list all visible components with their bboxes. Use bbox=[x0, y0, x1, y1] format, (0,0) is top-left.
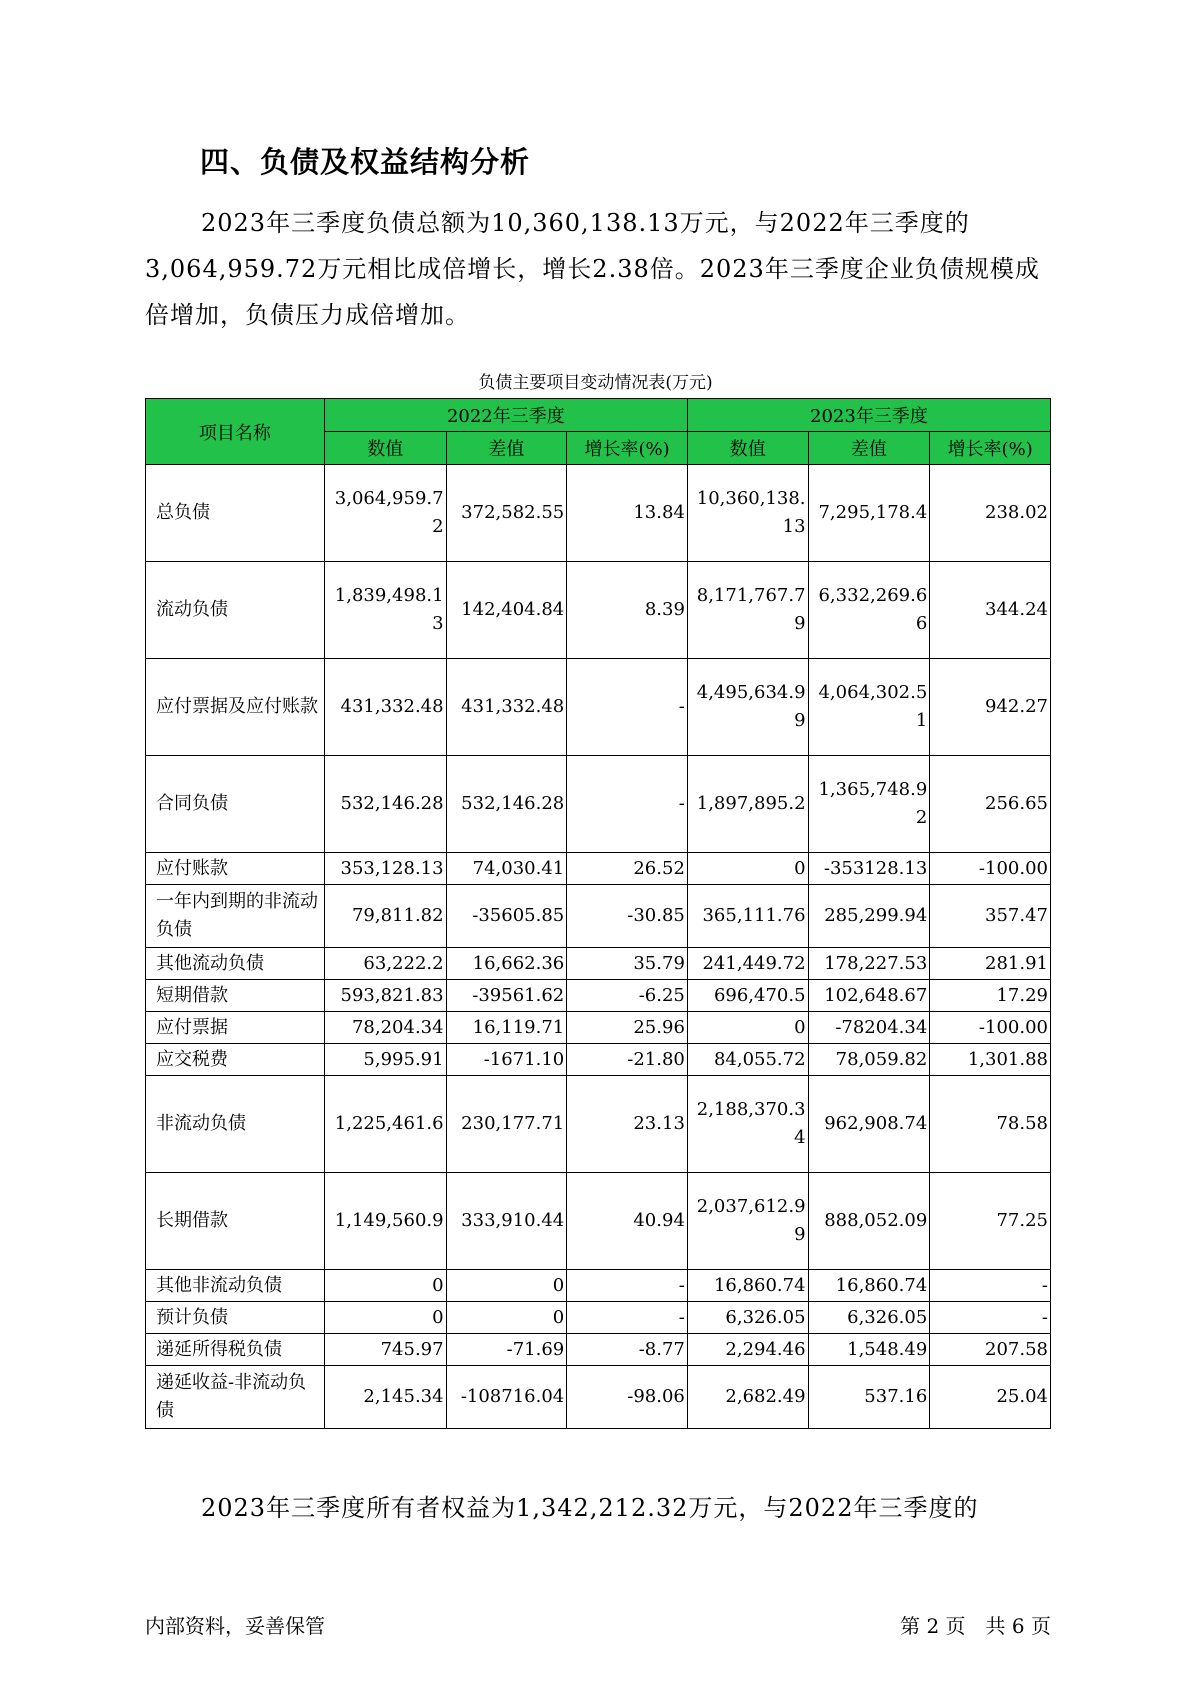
row-name-cell: 其他流动负债 bbox=[146, 948, 325, 980]
diff-2023-cell: 16,860.74 bbox=[808, 1270, 930, 1302]
header-value-2023: 数值 bbox=[687, 432, 808, 465]
diff-2022-cell: -71.69 bbox=[446, 1334, 567, 1366]
rate-2023-cell: - bbox=[930, 1302, 1051, 1334]
value-2022-cell: 353,128.13 bbox=[324, 853, 446, 885]
value-2022-cell: 593,821.83 bbox=[324, 980, 446, 1012]
value-2022-cell: 2,145.34 bbox=[324, 1366, 446, 1429]
row-name-cell: 总负债 bbox=[146, 465, 325, 562]
diff-2022-cell: 333,910.44 bbox=[446, 1173, 567, 1270]
value-2023-cell: 2,682.49 bbox=[687, 1366, 808, 1429]
table-row bbox=[146, 885, 1051, 948]
rate-2022-cell: - bbox=[567, 659, 688, 756]
rate-2023-cell: 942.27 bbox=[930, 659, 1051, 756]
diff-2022-cell: -39561.62 bbox=[446, 980, 567, 1012]
row-name-cell: 递延所得税负债 bbox=[146, 1334, 325, 1366]
rate-2023-cell: -100.00 bbox=[930, 1012, 1051, 1044]
table-row bbox=[146, 1012, 1051, 1044]
rate-2022-cell: -8.77 bbox=[567, 1334, 688, 1366]
value-2022-cell: 532,146.28 bbox=[324, 756, 446, 853]
value-2023-cell: 241,449.72 bbox=[687, 948, 808, 980]
rate-2023-cell: 77.25 bbox=[930, 1173, 1051, 1270]
value-2022-cell: 1,839,498.13 bbox=[324, 562, 446, 659]
rate-2023-cell: 17.29 bbox=[930, 980, 1051, 1012]
table-row bbox=[146, 465, 1051, 562]
rate-2022-cell: -98.06 bbox=[567, 1366, 688, 1429]
value-2023-cell: 2,037,612.99 bbox=[687, 1173, 808, 1270]
diff-2022-cell: 142,404.84 bbox=[446, 562, 567, 659]
rate-2022-cell: 26.52 bbox=[567, 853, 688, 885]
diff-2023-cell: 102,648.67 bbox=[808, 980, 930, 1012]
table-row bbox=[146, 659, 1051, 756]
diff-2023-cell: -78204.34 bbox=[808, 1012, 930, 1044]
diff-2023-cell: 537.16 bbox=[808, 1366, 930, 1429]
table-row bbox=[146, 1334, 1051, 1366]
rate-2023-cell: 256.65 bbox=[930, 756, 1051, 853]
liability-summary-paragraph bbox=[145, 200, 1050, 338]
diff-2022-cell: 230,177.71 bbox=[446, 1076, 567, 1173]
row-name-cell: 应付票据及应付账款 bbox=[146, 659, 325, 756]
section-heading: 四、负债及权益结构分析 bbox=[200, 145, 531, 179]
value-2023-cell: 84,055.72 bbox=[687, 1044, 808, 1076]
value-2022-cell: 78,204.34 bbox=[324, 1012, 446, 1044]
row-name-cell: 递延收益-非流动负债 bbox=[146, 1366, 325, 1429]
table-row bbox=[146, 562, 1051, 659]
diff-2023-cell: 78,059.82 bbox=[808, 1044, 930, 1076]
diff-2023-cell: -353128.13 bbox=[808, 853, 930, 885]
diff-2023-cell: 962,908.74 bbox=[808, 1076, 930, 1173]
table-row bbox=[146, 853, 1051, 885]
table-row bbox=[146, 1366, 1051, 1429]
value-2022-cell: 745.97 bbox=[324, 1334, 446, 1366]
row-name-cell: 预计负债 bbox=[146, 1302, 325, 1334]
diff-2022-cell: -1671.10 bbox=[446, 1044, 567, 1076]
rate-2023-cell: 357.47 bbox=[930, 885, 1051, 948]
rate-2022-cell: 23.13 bbox=[567, 1076, 688, 1173]
value-2023-cell: 0 bbox=[687, 1012, 808, 1044]
rate-2022-cell: -30.85 bbox=[567, 885, 688, 948]
row-name-cell: 长期借款 bbox=[146, 1173, 325, 1270]
liability-table-body bbox=[146, 465, 1051, 1429]
value-2023-cell: 2,294.46 bbox=[687, 1334, 808, 1366]
rate-2023-cell: 1,301.88 bbox=[930, 1044, 1051, 1076]
value-2023-cell: 2,188,370.34 bbox=[687, 1076, 808, 1173]
diff-2023-cell: 1,548.49 bbox=[808, 1334, 930, 1366]
diff-2022-cell: 0 bbox=[446, 1270, 567, 1302]
row-name-cell: 应交税费 bbox=[146, 1044, 325, 1076]
value-2022-cell: 63,222.2 bbox=[324, 948, 446, 980]
diff-2023-cell: 178,227.53 bbox=[808, 948, 930, 980]
diff-2023-cell: 4,064,302.51 bbox=[808, 659, 930, 756]
table-row bbox=[146, 948, 1051, 980]
value-2023-cell: 10,360,138.13 bbox=[687, 465, 808, 562]
value-2022-cell: 1,149,560.9 bbox=[324, 1173, 446, 1270]
rate-2023-cell: -100.00 bbox=[930, 853, 1051, 885]
diff-2022-cell: 372,582.55 bbox=[446, 465, 567, 562]
value-2023-cell: 4,495,634.99 bbox=[687, 659, 808, 756]
value-2022-cell: 1,225,461.6 bbox=[324, 1076, 446, 1173]
diff-2023-cell: 7,295,178.4 bbox=[808, 465, 930, 562]
table-row bbox=[146, 756, 1051, 853]
rate-2022-cell: - bbox=[567, 756, 688, 853]
page-number: 第 2 页 共 6 页 bbox=[900, 1614, 1051, 1638]
value-2023-cell: 16,860.74 bbox=[687, 1270, 808, 1302]
row-name-cell: 流动负债 bbox=[146, 562, 325, 659]
diff-2022-cell: -108716.04 bbox=[446, 1366, 567, 1429]
rate-2022-cell: 25.96 bbox=[567, 1012, 688, 1044]
table-caption: 负债主要项目变动情况表(万元) bbox=[478, 373, 713, 393]
value-2022-cell: 3,064,959.72 bbox=[324, 465, 446, 562]
header-diff-2022: 差值 bbox=[446, 432, 567, 465]
value-2023-cell: 696,470.5 bbox=[687, 980, 808, 1012]
diff-2022-cell: 16,119.71 bbox=[446, 1012, 567, 1044]
table-row bbox=[146, 1270, 1051, 1302]
diff-2023-cell: 888,052.09 bbox=[808, 1173, 930, 1270]
liability-table bbox=[145, 398, 1051, 1429]
value-2023-cell: 1,897,895.2 bbox=[687, 756, 808, 853]
rate-2023-cell: 78.58 bbox=[930, 1076, 1051, 1173]
table-row bbox=[146, 1044, 1051, 1076]
row-name-cell: 非流动负债 bbox=[146, 1076, 325, 1173]
table-row bbox=[146, 980, 1051, 1012]
rate-2022-cell: -21.80 bbox=[567, 1044, 688, 1076]
value-2023-cell: 365,111.76 bbox=[687, 885, 808, 948]
header-period-2023: 2023年三季度 bbox=[687, 399, 1050, 432]
value-2023-cell: 6,326.05 bbox=[687, 1302, 808, 1334]
footer-note: 内部资料，妥善保管 bbox=[145, 1614, 325, 1638]
diff-2022-cell: 74,030.41 bbox=[446, 853, 567, 885]
rate-2022-cell: 8.39 bbox=[567, 562, 688, 659]
row-name-cell: 其他非流动负债 bbox=[146, 1270, 325, 1302]
equity-summary-paragraph bbox=[145, 1485, 1050, 1531]
value-2022-cell: 0 bbox=[324, 1270, 446, 1302]
rate-2023-cell: 281.91 bbox=[930, 948, 1051, 980]
rate-2022-cell: 13.84 bbox=[567, 465, 688, 562]
table-row bbox=[146, 1302, 1051, 1334]
row-name-cell: 合同负债 bbox=[146, 756, 325, 853]
rate-2022-cell: -6.25 bbox=[567, 980, 688, 1012]
value-2023-cell: 0 bbox=[687, 853, 808, 885]
header-item-name: 项目名称 bbox=[146, 399, 325, 465]
header-rate-2023: 增长率(%) bbox=[930, 432, 1051, 465]
rate-2023-cell: 238.02 bbox=[930, 465, 1051, 562]
diff-2022-cell: 431,332.48 bbox=[446, 659, 567, 756]
value-2023-cell: 8,171,767.79 bbox=[687, 562, 808, 659]
rate-2023-cell: - bbox=[930, 1270, 1051, 1302]
equity-summary-text: 2023年三季度所有者权益为1,342,212.32万元，与2022年三季度的 bbox=[201, 1494, 979, 1522]
diff-2023-cell: 285,299.94 bbox=[808, 885, 930, 948]
rate-2022-cell: 35.79 bbox=[567, 948, 688, 980]
rate-2022-cell: - bbox=[567, 1302, 688, 1334]
rate-2023-cell: 207.58 bbox=[930, 1334, 1051, 1366]
diff-2022-cell: 0 bbox=[446, 1302, 567, 1334]
table-row bbox=[146, 1076, 1051, 1173]
row-name-cell: 短期借款 bbox=[146, 980, 325, 1012]
value-2022-cell: 431,332.48 bbox=[324, 659, 446, 756]
diff-2022-cell: 16,662.36 bbox=[446, 948, 567, 980]
row-name-cell: 应付票据 bbox=[146, 1012, 325, 1044]
rate-2022-cell: - bbox=[567, 1270, 688, 1302]
diff-2023-cell: 6,326.05 bbox=[808, 1302, 930, 1334]
diff-2023-cell: 1,365,748.92 bbox=[808, 756, 930, 853]
header-diff-2023: 差值 bbox=[808, 432, 930, 465]
diff-2022-cell: 532,146.28 bbox=[446, 756, 567, 853]
row-name-cell: 应付账款 bbox=[146, 853, 325, 885]
row-name-cell: 一年内到期的非流动负债 bbox=[146, 885, 325, 948]
rate-2022-cell: 40.94 bbox=[567, 1173, 688, 1270]
header-value-2022: 数值 bbox=[324, 432, 446, 465]
header-rate-2022: 增长率(%) bbox=[567, 432, 688, 465]
rate-2023-cell: 25.04 bbox=[930, 1366, 1051, 1429]
header-period-2022: 2022年三季度 bbox=[324, 399, 687, 432]
liability-summary-text: 2023年三季度负债总额为10,360,138.13万元，与2022年三季度的3,064,959.72万元相比成倍增长，增长2.38倍。2023年三季度企业负债规模成倍增加，负债压力成倍增加。 bbox=[145, 209, 1040, 329]
rate-2023-cell: 344.24 bbox=[930, 562, 1051, 659]
diff-2022-cell: -35605.85 bbox=[446, 885, 567, 948]
value-2022-cell: 5,995.91 bbox=[324, 1044, 446, 1076]
value-2022-cell: 79,811.82 bbox=[324, 885, 446, 948]
value-2022-cell: 0 bbox=[324, 1302, 446, 1334]
table-row bbox=[146, 1173, 1051, 1270]
diff-2023-cell: 6,332,269.66 bbox=[808, 562, 930, 659]
